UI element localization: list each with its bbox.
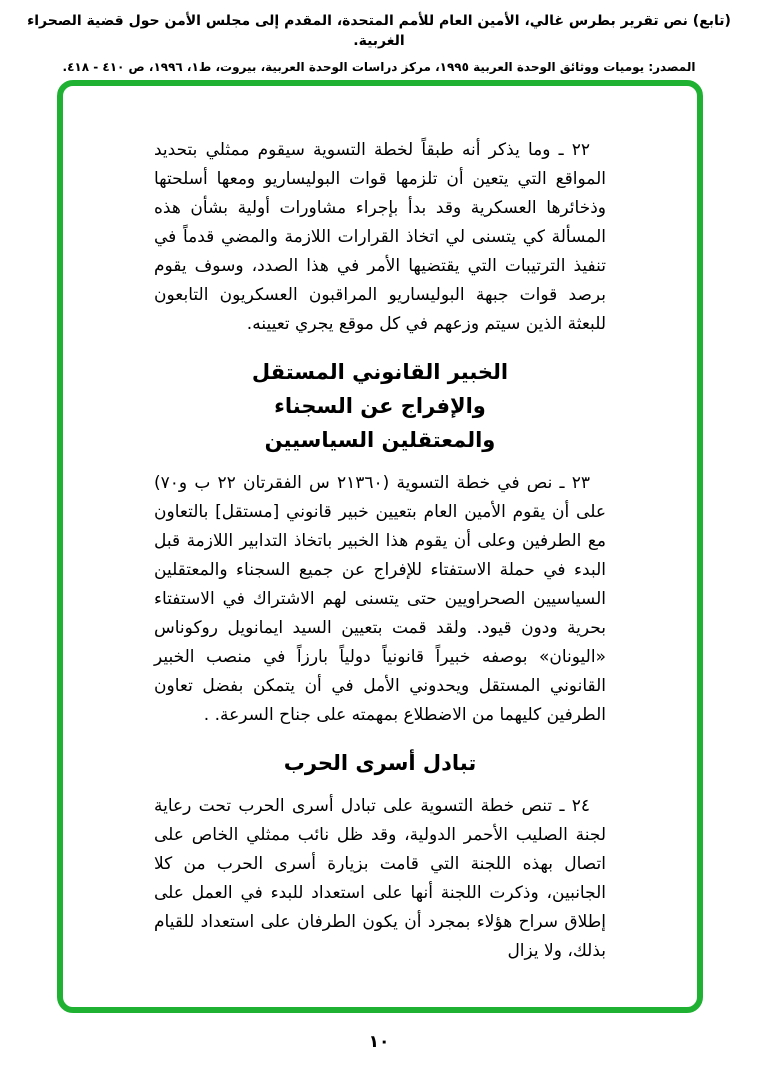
section-heading-line: تبادل أسرى الحرب: [283, 751, 477, 775]
body-paragraph: ٢٢ ـ وما يذكر أنه طبقاً لخطة التسوية سيقوم ممثلي بتحديد المواقع التي يتعين أن تلزمها قوات البوليساريو ومعها أسلحتها وذخائرها العسكرية وقد بدأ بإجراء مشاورات أولية بشأن هذه المسألة كي يتسنى لي اتخاذ القرارات اللازمة والمضي قدماً في تنفيذ الترتيبات التي يقتضيها الأمر في هذا الصدد، وسوف يقوم برصد قوات جبهة البوليساريو المراقبون العسكريون التابعون للبعثة الذين سيتم وزعهم في كل موقع يجري تعيينه.: [154, 140, 606, 334]
body-paragraph: ٢٣ ـ نص في خطة التسوية (٢١٣٦٠ س الفقرتان ٢٢ ب و٧٠) على أن يقوم الأمين العام بتعيين خبير قانوني [مستقل] بالتعاون مع الطرفين وعلى أن يقوم هذا الخبير باتخاذ التدابير اللازمة قبل البدء في حملة الاستفتاء للإفراج عن جميع السجناء والمعتقلين السياسيين الصحراويين حتى يتسنى لهم الاشتراك في الاستفتاء بحرية ودون قيود. ولقد قمت بتعيين السيد ايمانويل روكوناس «اليونان» بوصفه خبيراً قانونياً دولياً بارزاً في منصب الخبير القانوني المستقل ويحدوني الأمل في أن يتمكن بفضل تعاون الطرفين كليهما من الاضطلاع بمهمته على جناح السرعة. .: [154, 473, 606, 725]
body-paragraph: ٢٤ ـ تنص خطة التسوية على تبادل أسرى الحرب تحت رعاية لجنة الصليب الأحمر الدولية، وقد ظل نائب ممثلي الخاص على اتصال بهذه اللجنة التي قامت بزيارة أسرى الحرب من كلا الجانبين، وذكرت اللجنة أنها على استعداد للبدء في العمل على إطلاق سراح هؤلاء بمجرد أن يكون الطرفان على استعداد للقيام بذلك، ولا يزال: [154, 796, 606, 961]
page-number: ١٠: [368, 1032, 390, 1052]
green-frame: [57, 80, 703, 1013]
section-heading-line: الخبير القانوني المستقل: [251, 360, 509, 384]
section-heading-line: والإفراج عن السجناء: [274, 394, 486, 418]
document-body: [154, 136, 606, 966]
section-heading: [154, 746, 606, 780]
report-title: (تابع) نص تقرير بطرس غالي، الأمين العام للأمم المتحدة، المقدم إلى مجلس الأمن حول قضية الصحراء الغربية.: [27, 13, 731, 49]
section-heading-line: والمعتقلين السياسيين: [264, 428, 496, 452]
section-heading: [154, 355, 606, 457]
page-header: [0, 0, 758, 75]
source-citation: المصدر: يوميات ووثائق الوحدة العربية ١٩٩٥، مركز دراسات الوحدة العربية، بيروت، ط١، ١٩٩٦، ص ٤١٠ - ٤١٨.: [62, 60, 696, 74]
